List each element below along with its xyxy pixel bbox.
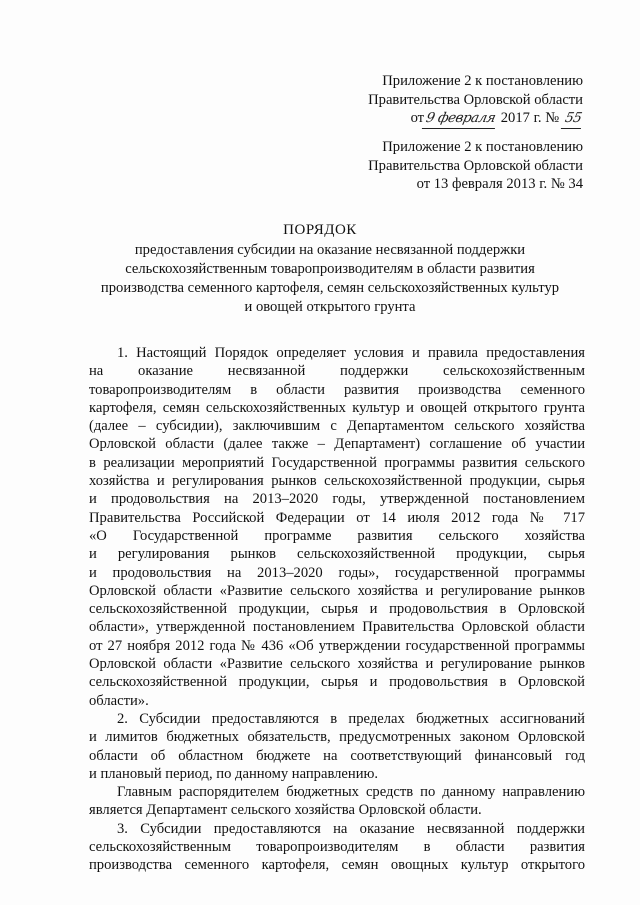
paragraph-2-start: 2. Субсидии предоставляются в пределах бюджетных ассигнований [117,710,585,727]
body-line: Орловской области «Развитие сельского хозяйства и регулирование рынков [89,656,585,673]
body-line: Правительства Российской Федерации от 14 июля 2012 года № 717 [89,509,585,526]
body-line: области», утвержденной постановлением Правительства Орловской области [89,619,585,636]
body-line: Орловской области (далее также – Департамент) соглашение об участии [89,436,585,453]
body-line: хозяйства и регулирования рынков сельскохозяйственной продукции, сырья [89,473,585,490]
annex-line-1: Приложение 2 к постановлению [382,73,583,89]
handwritten-number: 55 [561,109,585,129]
subtitle-line: и овощей открытого грунта [244,299,416,315]
annex-original-line-3: от 13 февраля 2013 г. № 34 [416,176,583,193]
paragraph-1-end: области». [89,692,149,709]
document-body [89,344,585,875]
body-line: товаропроизводителям в области развития производства семенного [89,381,585,398]
body-line: сельскохозяйственным товаропроизводителям в области развития [89,839,585,856]
body-line: сельскохозяйственной продукции, сырья и продовольствия в Орловской [89,601,585,618]
body-line: Орловской области «Развитие сельского хозяйства и регулирование рынков [89,582,585,599]
document-title: ПОРЯДОК [283,222,357,238]
body-line: картофеля, семян сельскохозяйственных культур и овощей открытого грунта [89,399,585,416]
body-line: (далее – субсидии), заключившим с Департаментом сельского хозяйства [89,418,585,435]
paragraph-3-end: является Департамент сельского хозяйства Орловской области. [89,802,482,819]
annex-date-prefix: от [410,110,425,127]
subtitle-line: производства семенного картофеля, семян сельскохозяйственных культур [100,280,560,296]
paragraph-4-start: 3. Субсидии предоставляются на оказание несвязанной поддержки [117,820,585,837]
annex-line-2: Правительства Орловской области [368,91,583,108]
body-line: и продовольствия на 2013–2020 годы, утвержденной постановлением [89,491,585,508]
paragraph-3-start: Главным распорядителем бюджетных средств по данному направлению [117,784,585,801]
annex-header-original [283,138,583,194]
subtitle-line: предоставления субсидии на оказание несвязанной поддержки [134,242,526,258]
paragraph-2-end: и плановый период, по данному направлению. [89,765,379,782]
body-line: на оказание несвязанной поддержки сельскохозяйственным [89,363,585,380]
body-line: производства семенного картофеля, семян овощных культур открытого [89,857,585,874]
body-line: от 27 ноября 2012 года № 436 «Об утверждении государственной программы [89,637,585,654]
annex-header-amended [283,72,583,129]
body-line: сельскохозяйственной продукции, сырья и продовольствия в Орловской [89,674,585,691]
body-line: области об областном бюджете на соответствующий финансовый год [89,747,585,764]
subtitle-line: сельскохозяйственным товаропроизводителям в области развития [125,261,535,277]
annex-date-line [283,109,583,129]
body-line: «О Государственной программе развития сельского хозяйства [89,527,585,544]
body-line: в реализации мероприятий Государственной программы развития сельского [89,454,585,471]
annex-original-line-1: Приложение 2 к постановлению [382,139,583,155]
body-line: и продовольствия на 2013–2020 годы», государственной программы [89,564,585,581]
paragraph-1-start: 1. Настоящий Порядок определяет условия и правила предоставления [117,345,585,361]
body-line: и лимитов бюджетных обязательств, предусмотренных законом Орловской [89,729,585,746]
body-line: и регулирования рынков сельскохозяйственной продукции, сырья [89,546,585,563]
annex-date-suffix: 2017 г. № [500,110,560,127]
handwritten-date: 9 февраля [422,109,499,129]
annex-original-line-2: Правительства Орловской области [368,157,583,174]
document-subtitle [90,241,570,317]
